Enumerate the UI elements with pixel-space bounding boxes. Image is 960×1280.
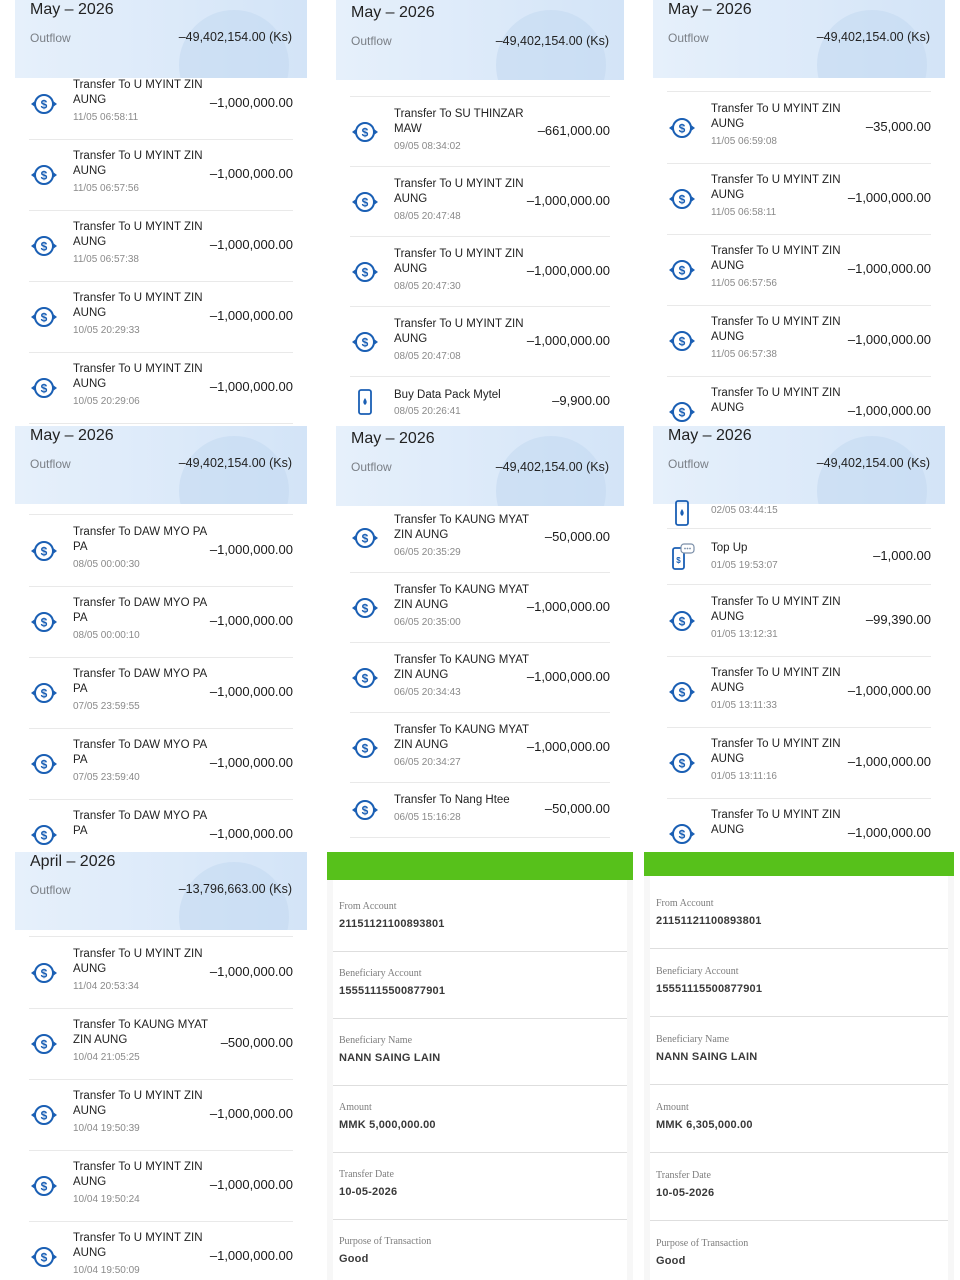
transaction-title: Transfer To KAUNG MYAT ZIN AUNG [394,724,529,751]
history-panel-4 [15,426,307,852]
transaction-row[interactable] [667,727,931,799]
transaction-amount: –1,000,000.00 [847,402,931,418]
transaction-title: Transfer To U MYINT ZIN AUNG [711,245,841,272]
svg-text:$: $ [678,263,686,277]
field-label: Amount [656,1102,689,1113]
transaction-date: 08/05 20:47:30 [394,281,461,292]
svg-text:$: $ [678,827,686,841]
transaction-date: 11/05 06:57:56 [711,278,777,289]
transfer-icon [350,593,380,623]
transaction-date: 11/05 06:59:08 [711,136,777,147]
transaction-amount: –9,900.00 [552,393,610,408]
field-label: Transfer Date [339,1169,394,1180]
transaction-date: 01/05 13:11:16 [711,771,777,782]
transfer-icon [29,536,59,566]
transaction-date: 01/05 13:11:33 [711,700,777,711]
transaction-date: 07/05 23:59:55 [73,701,140,712]
month-header [336,0,624,80]
transaction-row[interactable] [667,163,931,235]
phone-icon [350,387,380,417]
transaction-title: Transfer To U MYINT ZIN AUNG [73,292,203,319]
transaction-row[interactable] [350,503,610,573]
transaction-row[interactable] [29,68,293,140]
transaction-title: Transfer To U MYINT ZIN AUNG [73,948,203,975]
transfer-icon [29,231,59,261]
transfer-icon [29,89,59,119]
transfer-receipt-2 [644,852,954,1280]
transaction-title: Transfer To Nang Htee [394,794,510,806]
transfer-date-field [333,1153,627,1220]
field-label: Beneficiary Name [339,1035,413,1046]
transaction-row[interactable] [350,237,610,307]
transfer-icon [667,748,697,778]
from-account-field [333,885,627,952]
transaction-row[interactable] [350,307,610,377]
transaction-date: 10/04 19:50:39 [73,1123,140,1134]
transfer-icon [667,677,697,707]
history-panel-5 [336,426,624,852]
transaction-amount: –1,000,000.00 [526,192,610,208]
transaction-amount: –1,000,000.00 [847,753,931,769]
transaction-amount: –1,000.00 [873,547,931,563]
transaction-amount: –1,000,000.00 [209,307,293,323]
transaction-title: Transfer To SU THINZAR MAW [394,108,524,135]
transaction-date: 10/05 20:29:06 [73,396,140,407]
month-title: May – 2026 [30,427,114,444]
transaction-date: 11/04 20:53:34 [73,981,139,992]
transaction-title: Transfer To KAUNG MYAT ZIN AUNG [394,514,529,541]
transaction-title: Transfer To U MYINT ZIN AUNG [73,1161,203,1188]
transaction-title: Transfer To U MYINT ZIN AUNG [711,387,841,414]
svg-text:$: $ [40,310,48,324]
field-value: 15551115500877901 [656,983,763,995]
field-label: Purpose of Transaction [656,1238,749,1249]
transaction-title: Transfer To U MYINT ZIN AUNG [73,221,203,248]
field-value: 10-05-2026 [339,1186,398,1198]
beneficiary-name-field [333,1019,627,1086]
month-title: May – 2026 [30,1,114,18]
transaction-row[interactable] [29,937,293,1009]
transaction-amount: –1,000,000.00 [209,236,293,252]
field-value: 21151121100893801 [656,915,762,927]
beneficiary-account-field [650,950,948,1017]
transaction-row[interactable] [350,167,610,237]
month-header [15,0,307,78]
svg-text:$: $ [678,405,686,419]
svg-text:$: $ [40,1250,48,1264]
transfer-date-field [650,1154,948,1221]
month-header [15,426,307,504]
svg-text:$: $ [361,803,369,818]
transaction-row[interactable] [29,728,293,800]
transfer-icon [350,257,380,287]
transaction-title: Transfer To U MYINT ZIN AUNG [73,363,203,390]
transaction-title: Top Up [711,542,748,554]
transfer-icon [29,160,59,190]
month-title: May – 2026 [351,4,435,21]
transaction-amount: –1,000,000.00 [526,738,610,754]
field-value: 21151121100893801 [339,918,445,930]
svg-text:$: $ [40,239,48,253]
transfer-icon [29,749,59,779]
transaction-date: 11/05 06:57:38 [711,349,777,360]
transaction-date: 10/05 20:29:33 [73,325,140,336]
outflow-amount: –49,402,154.00 (Ks) [178,30,292,44]
outflow-amount: –49,402,154.00 (Ks) [816,456,930,470]
transaction-title: Transfer To DAW MYO PA PA [73,810,207,837]
month-title: May – 2026 [668,427,752,444]
history-panel-7 [15,852,307,1280]
transaction-date: 01/05 19:53:07 [711,560,778,571]
outflow-label: Outflow [30,457,71,471]
month-title: April – 2026 [30,853,116,870]
svg-text:$: $ [40,615,48,629]
transfer-icon [350,187,380,217]
transaction-row[interactable] [350,573,610,643]
transaction-row[interactable] [667,234,931,306]
transaction-amount: –35,000.00 [865,118,931,134]
svg-text:$: $ [678,756,686,770]
transaction-row[interactable] [29,1150,293,1222]
transfer-icon [29,1029,59,1059]
transaction-date: 11/05 06:57:38 [73,254,139,265]
svg-text:$: $ [678,685,686,699]
svg-text:$: $ [40,1179,48,1193]
svg-text:$: $ [40,168,48,182]
field-label: Amount [339,1102,372,1113]
transaction-amount: –50,000.00 [544,801,610,816]
transfer-icon [29,1171,59,1201]
transfer-icon [667,606,697,636]
field-value: 15551115500877901 [339,985,446,997]
transaction-amount: –50,000.00 [544,528,610,544]
transaction-row[interactable] [667,798,931,852]
transaction-row[interactable] [29,1079,293,1151]
month-title: May – 2026 [351,430,435,447]
transaction-title: Buy Data Pack Mytel [394,389,501,401]
transaction-row[interactable] [29,657,293,729]
beneficiary-name-field [650,1018,948,1085]
transaction-title: Transfer To U MYINT ZIN AUNG [711,316,841,343]
outflow-amount: –49,402,154.00 (Ks) [178,456,292,470]
svg-text:$: $ [40,97,48,111]
transaction-date: 06/05 20:34:27 [394,757,461,768]
purpose-field [650,1222,948,1280]
transfer-icon [29,820,59,850]
transaction-row[interactable] [667,92,931,164]
transaction-row[interactable] [29,210,293,282]
transaction-amount: –1,000,000.00 [209,1105,293,1121]
transaction-amount: –1,000,000.00 [209,612,293,628]
field-value: MMK 6,305,000.00 [656,1119,753,1131]
transaction-amount: –1,000,000.00 [209,541,293,557]
transaction-date: 11/05 06:58:11 [73,112,139,123]
transaction-amount: –1,000,000.00 [847,331,931,347]
field-value: 10-05-2026 [656,1187,715,1199]
transaction-title: Transfer To U MYINT ZIN AUNG [73,79,203,106]
transaction-row[interactable] [29,1221,293,1280]
transaction-date: 02/05 03:44:15 [711,505,778,516]
transaction-date: 10/04 19:50:09 [73,1265,140,1276]
transfer-icon [29,302,59,332]
transaction-title: Transfer To KAUNG MYAT ZIN AUNG [394,584,529,611]
transaction-title: Transfer To U MYINT ZIN AUNG [394,248,524,275]
svg-text:$: $ [361,335,369,349]
history-panel-6 [653,426,945,852]
svg-text:$: $ [678,614,686,628]
outflow-label: Outflow [351,460,392,474]
field-label: Beneficiary Account [339,968,422,979]
svg-text:$: $ [40,381,48,395]
transfer-icon [350,523,380,553]
month-header [653,426,945,504]
svg-text:$: $ [361,195,369,209]
history-panel-2 [336,0,624,426]
transaction-title: Transfer To U MYINT ZIN AUNG [73,1090,203,1117]
transaction-date: 09/05 08:34:02 [394,141,461,152]
transaction-row[interactable] [350,713,610,783]
transaction-amount: –1,000,000.00 [847,260,931,276]
field-value: Good [339,1253,369,1265]
transaction-date: 06/05 20:34:43 [394,687,461,698]
field-label: From Account [339,901,397,912]
outflow-label: Outflow [668,457,709,471]
transaction-row[interactable] [667,376,931,426]
transaction-amount: –1,000,000.00 [209,94,293,110]
transaction-row[interactable] [29,799,293,852]
transfer-icon [29,607,59,637]
transfer-receipt-1 [327,852,633,1280]
transaction-row[interactable] [29,281,293,353]
transfer-icon [667,819,697,849]
field-label: Transfer Date [656,1170,711,1181]
month-title: May – 2026 [668,1,752,18]
transaction-amount: –661,000.00 [537,122,610,138]
svg-text:$: $ [40,686,48,700]
svg-text:$: $ [678,334,686,348]
transaction-amount: –1,000,000.00 [209,1247,293,1263]
from-account-field [650,882,948,949]
transaction-row[interactable] [350,97,610,167]
purpose-field [333,1220,627,1280]
transaction-row[interactable] [29,1008,293,1080]
transaction-amount: –1,000,000.00 [526,332,610,348]
transfer-icon [29,958,59,988]
transaction-row[interactable] [29,586,293,658]
transaction-title: Transfer To U MYINT ZIN AUNG [711,738,841,765]
transaction-date: 08/05 20:47:08 [394,351,461,362]
outflow-amount: –49,402,154.00 (Ks) [495,460,609,474]
svg-text:$: $ [678,192,686,206]
transaction-amount: –1,000,000.00 [847,824,931,840]
transaction-amount: –1,000,000.00 [526,598,610,614]
field-value: NANN SAING LAIN [339,1052,441,1064]
transfer-icon [350,795,380,825]
transaction-row[interactable] [29,352,293,424]
svg-text:$: $ [40,828,48,842]
transaction-title: Transfer To U MYINT ZIN AUNG [73,150,203,177]
transaction-amount: –1,000,000.00 [847,189,931,205]
field-value: MMK 5,000,000.00 [339,1119,436,1131]
transaction-amount: –500,000.00 [220,1034,293,1050]
transaction-title: Transfer To U MYINT ZIN AUNG [711,809,841,836]
transfer-icon [350,117,380,147]
outflow-label: Outflow [30,31,71,45]
svg-text:$: $ [361,601,369,615]
outflow-amount: –49,402,154.00 (Ks) [816,30,930,44]
transaction-date: 06/05 20:35:29 [394,547,461,558]
svg-text:$: $ [40,966,48,980]
transaction-date: 08/05 00:00:30 [73,559,140,570]
transaction-title: Transfer To KAUNG MYAT ZIN AUNG [394,654,529,681]
transaction-date: 07/05 23:59:40 [73,772,140,783]
transaction-date: 08/05 20:26:41 [394,406,461,417]
transaction-title: Transfer To DAW MYO PA PA [73,526,207,553]
transfer-icon [667,255,697,285]
transaction-amount: –1,000,000.00 [526,668,610,684]
transaction-row[interactable] [667,656,931,728]
amount-field [333,1086,627,1153]
outflow-amount: –13,796,663.00 (Ks) [178,882,292,896]
svg-text:$: $ [361,125,369,139]
phone-icon [667,498,687,512]
outflow-label: Outflow [351,34,392,48]
svg-text:$: $ [361,671,369,685]
topup-phone-icon [667,542,697,572]
transaction-title: Transfer To U MYINT ZIN AUNG [711,596,841,623]
field-label: From Account [656,898,714,909]
beneficiary-account-field [333,952,627,1019]
transaction-row[interactable] [350,377,610,426]
header-bar [644,852,954,876]
transfer-icon [667,326,697,356]
transaction-row[interactable] [350,783,610,838]
transaction-row[interactable] [29,139,293,211]
header-bar [327,852,633,880]
month-header [336,426,624,506]
outflow-label: Outflow [668,31,709,45]
svg-text:$: $ [40,757,48,771]
transfer-icon [29,1100,59,1130]
transfer-icon [350,663,380,693]
svg-text:$: $ [40,1108,48,1122]
svg-text:$: $ [361,531,369,545]
transaction-row[interactable] [350,643,610,713]
transfer-icon [667,397,697,427]
transaction-title: Transfer To U MYINT ZIN AUNG [711,174,841,201]
transaction-date: 10/04 19:50:24 [73,1194,140,1205]
month-header [15,852,307,930]
transfer-icon [350,733,380,763]
transaction-amount: –1,000,000.00 [209,165,293,181]
transaction-title: Transfer To U MYINT ZIN AUNG [394,178,524,205]
transaction-date: 06/05 20:35:00 [394,617,461,628]
transaction-amount: –1,000,000.00 [209,963,293,979]
transfer-icon [29,678,59,708]
transaction-amount: –1,000,000.00 [526,262,610,278]
transaction-amount: –1,000,000.00 [209,378,293,394]
transaction-title: Transfer To U MYINT ZIN AUNG [711,103,841,130]
transaction-date: 08/05 00:00:10 [73,630,140,641]
outflow-amount: –49,402,154.00 (Ks) [495,34,609,48]
field-value: Good [656,1255,686,1267]
history-panel-3 [653,0,945,426]
svg-text:$: $ [676,555,681,565]
field-value: NANN SAING LAIN [656,1051,758,1063]
transaction-date: 01/05 13:12:31 [711,629,778,640]
transaction-date: 06/05 15:16:28 [394,812,461,823]
transaction-date: 11/05 06:58:11 [711,207,777,218]
transfer-icon [29,373,59,403]
field-label: Beneficiary Name [656,1034,730,1045]
transfer-icon [350,327,380,357]
transaction-amount: –99,390.00 [865,611,931,627]
field-label: Beneficiary Account [656,966,739,977]
transaction-title: Transfer To DAW MYO PA PA [73,668,207,695]
transaction-row[interactable] [667,305,931,377]
transaction-date: 11/05 06:57:56 [73,183,139,194]
transaction-title: Transfer To KAUNG MYAT ZIN AUNG [73,1019,208,1046]
svg-text:$: $ [40,1037,48,1051]
history-panel-1 [15,0,307,426]
month-header [653,0,945,78]
transaction-row[interactable] [29,515,293,587]
transaction-date: 08/05 20:47:48 [394,211,461,222]
transaction-row[interactable] [667,529,931,585]
transaction-title: Transfer To U MYINT ZIN AUNG [711,667,841,694]
amount-field [650,1086,948,1153]
transaction-amount: –1,000,000.00 [847,682,931,698]
transaction-amount: –1,000,000.00 [209,683,293,699]
svg-text:$: $ [678,121,686,135]
svg-text:$: $ [40,544,48,558]
transfer-icon [667,184,697,214]
field-label: Purpose of Transaction [339,1236,432,1247]
transfer-icon [29,1242,59,1272]
transfer-icon [667,113,697,143]
transaction-title: Transfer To DAW MYO PA PA [73,597,207,624]
transaction-title: Transfer To U MYINT ZIN AUNG [73,1232,203,1259]
transaction-title: Transfer To U MYINT ZIN AUNG [394,318,524,345]
outflow-label: Outflow [30,883,71,897]
transaction-row[interactable] [667,585,931,657]
transaction-amount: –1,000,000.00 [209,1176,293,1192]
transaction-amount: –1,000,000.00 [209,754,293,770]
transaction-amount: –1,000,000.00 [209,825,293,841]
svg-text:$: $ [361,741,369,755]
transaction-date: 10/04 21:05:25 [73,1052,140,1063]
svg-text:$: $ [361,265,369,279]
transaction-title: Transfer To DAW MYO PA PA [73,739,207,766]
